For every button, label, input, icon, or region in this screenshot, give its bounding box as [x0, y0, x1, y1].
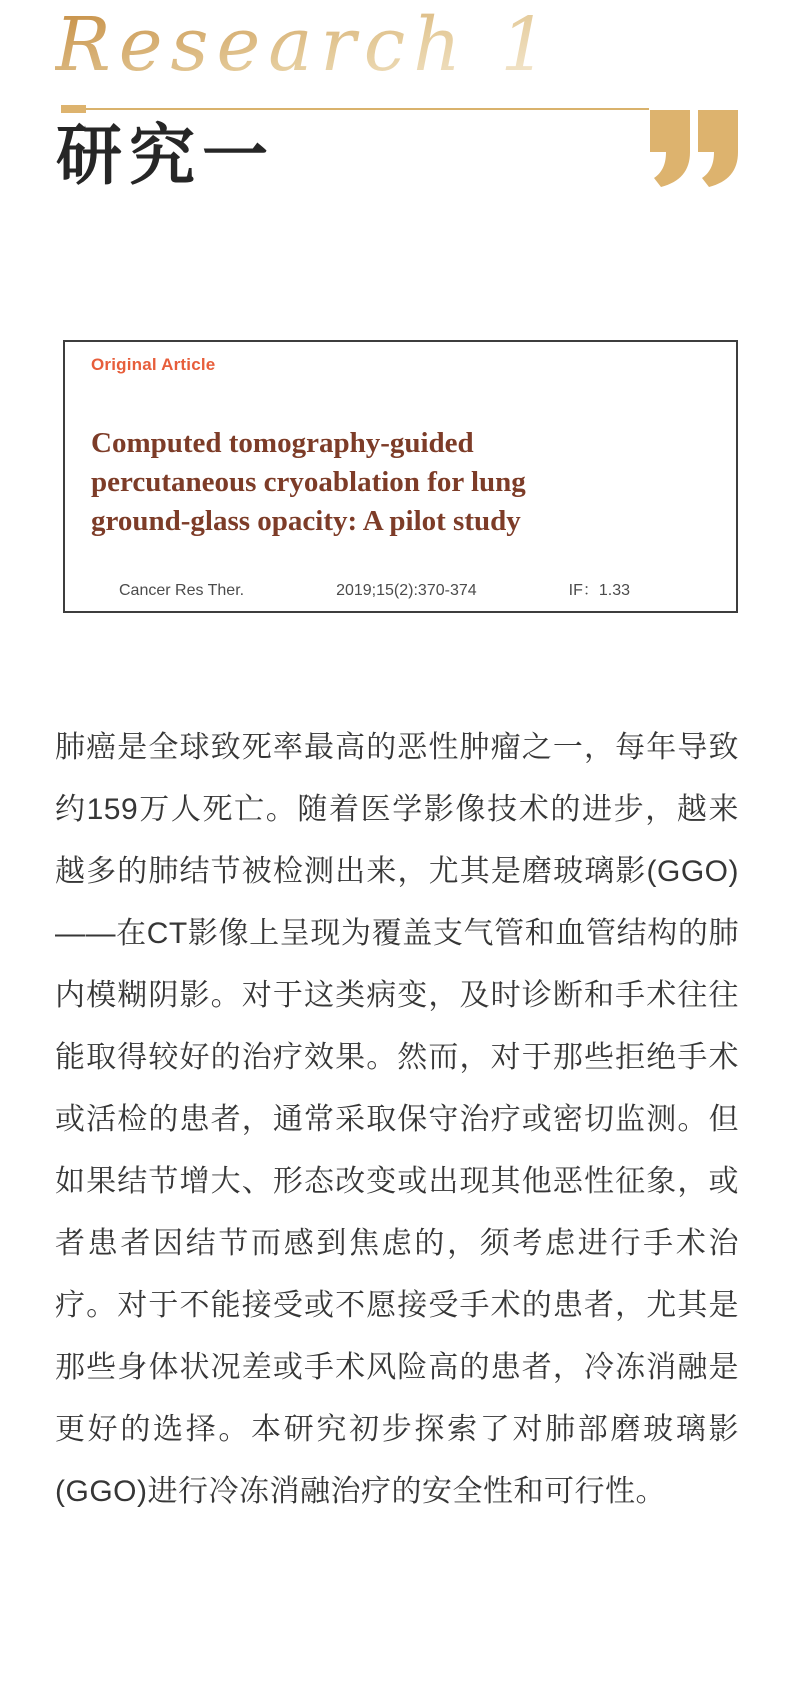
gold-divider-endcap	[61, 105, 86, 113]
article-title-line: ground-glass opacity: A pilot study	[91, 505, 521, 537]
section-title: 研究一	[56, 120, 275, 193]
gold-divider	[61, 108, 649, 110]
section-script-title: Research 1	[55, 2, 556, 88]
citation-info: 2019;15(2):370-374	[336, 582, 477, 599]
impact-factor: IF：1.33	[568, 582, 630, 599]
summary-paragraph: 肺癌是全球致死率最高的恶性肿瘤之一，每年导致约159万人死亡。随着医学影像技术的进步，越来越多的肺结节被检测出来，尤其是磨玻璃影(GGO)——在CT影像上呈现为覆盖支气管和血管结构的肺内模糊阴影。对于这类病变，及时诊断和手术往往能取得较好的治疗效果。然而，对于那些拒绝手术或活检的患者，通常采取保守治疗或密切监测。但如果结节增大、形态改变或出现其他恶性征象，或者患者因结节而感到焦虑的，须考虑进行手术治疗。对于不能接受或不愿接受手术的患者，尤其是那些身体状况差或手术风险高的患者，冷冻消融是更好的选择。本研究初步探索了对肺部磨玻璃影(GGO)进行冷冻消融治疗的安全性和可行性。	[55, 731, 739, 1508]
article-type-label: Original Article	[91, 355, 216, 374]
article-meta-row	[65, 577, 736, 600]
article-title	[91, 424, 526, 541]
article-title-line: Computed tomography-guided	[91, 427, 474, 459]
closing-quote-icon	[650, 110, 738, 187]
article-title-line: percutaneous cryoablation for lung	[91, 466, 526, 498]
journal-name: Cancer Res Ther.	[119, 582, 245, 599]
article-card	[63, 340, 738, 613]
